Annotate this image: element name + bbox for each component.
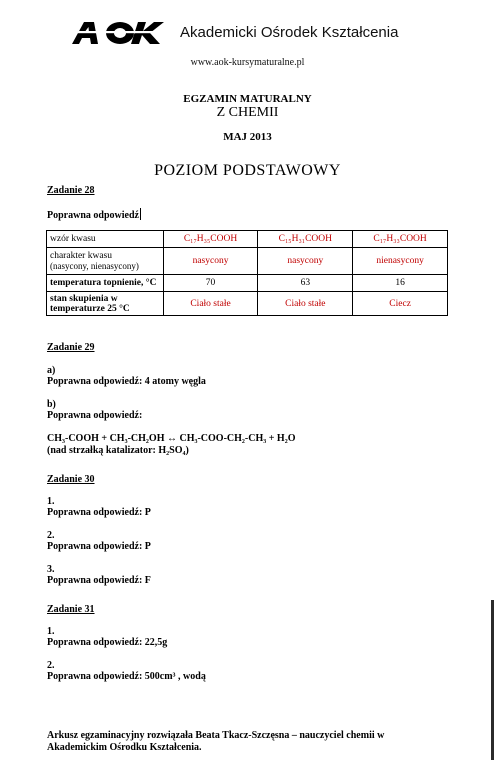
task-29-heading: Zadanie 29 <box>47 342 95 353</box>
table-cell: nienasycony <box>353 248 448 275</box>
text-cursor <box>140 208 141 220</box>
author-note-line-1: Arkusz egzaminacyjny rozwiązała Beata Tkacz-Szczęsna – nauczyciel chemii w <box>47 730 385 741</box>
part-a-label: a) <box>47 365 56 376</box>
organization-name: Akademicki Ośrodek Kształcenia <box>180 24 399 41</box>
task-30-2-answer: Poprawna odpowiedź: P <box>47 541 151 552</box>
table-row <box>47 275 448 292</box>
task-29b-answer: Poprawna odpowiedź: <box>47 410 143 421</box>
task-31-1-answer: Poprawna odpowiedź: 22,5g <box>47 637 168 648</box>
table-cell: Ciało stałe <box>163 292 258 316</box>
catalyst-note: (nad strzałką katalizator: H₂SO₄) <box>47 445 189 456</box>
task-30-heading: Zadanie 30 <box>47 474 95 485</box>
table-row <box>47 248 448 275</box>
task-30-3-answer: Poprawna odpowiedź: F <box>47 575 151 586</box>
item-number: 2. <box>47 530 55 541</box>
item-number: 1. <box>47 496 55 507</box>
row-label: charakter kwasu (nasycony, nienasycony) <box>47 248 164 275</box>
table-cell: 16 <box>353 275 448 292</box>
row-label: wzór kwasu <box>47 231 164 248</box>
item-number: 3. <box>47 564 55 575</box>
table-cell: C₁₇H₃₃COOH <box>353 231 448 248</box>
table-cell: 70 <box>163 275 258 292</box>
task-31-2-answer: Poprawna odpowiedź: 500cm³ , wodą <box>47 671 206 682</box>
table-cell: Ciało stałe <box>258 292 353 316</box>
table-cell: C₁₇H₃₅COOH <box>163 231 258 248</box>
table-cell: 63 <box>258 275 353 292</box>
scrollbar[interactable] <box>491 600 494 760</box>
author-note-line-2: Akademickim Ośrodku Kształcenia. <box>47 742 202 753</box>
item-number: 1. <box>47 626 55 637</box>
part-b-label: b) <box>47 399 56 410</box>
row-label: temperatura topnienie, °C <box>47 275 164 292</box>
exam-level: POZIOM PODSTAWOWY <box>154 162 341 179</box>
table-row <box>47 231 448 248</box>
task-29a-answer: Poprawna odpowiedź: 4 atomy węgla <box>47 376 206 387</box>
table-row <box>47 292 448 316</box>
task-28-answer-label: Poprawna odpowiedź <box>47 210 139 221</box>
table-cell: nasycony <box>258 248 353 275</box>
task-31-heading: Zadanie 31 <box>47 604 95 615</box>
task-28-heading: Zadanie 28 <box>47 185 95 196</box>
exam-subject: Z CHEMII <box>216 105 279 120</box>
table-cell: C₁₅H₃₁COOH <box>258 231 353 248</box>
exam-title: EGZAMIN MATURALNY <box>183 93 312 105</box>
answer-table <box>46 230 448 316</box>
aok-logo <box>70 20 170 46</box>
exam-date: MAJ 2013 <box>223 131 272 143</box>
task-30-1-answer: Poprawna odpowiedź: P <box>47 507 151 518</box>
table-cell: nasycony <box>163 248 258 275</box>
row-label: stan skupienia w temperaturze 25 °C <box>47 292 164 316</box>
table-cell: Ciecz <box>353 292 448 316</box>
reaction-equation: CH₃-COOH + CH₃-CH₂OH ↔ CH₃-COO-CH₂-CH₃ + H₂O <box>47 433 296 444</box>
website-url[interactable]: www.aok-kursymaturalne.pl <box>190 57 305 68</box>
item-number: 2. <box>47 660 55 671</box>
